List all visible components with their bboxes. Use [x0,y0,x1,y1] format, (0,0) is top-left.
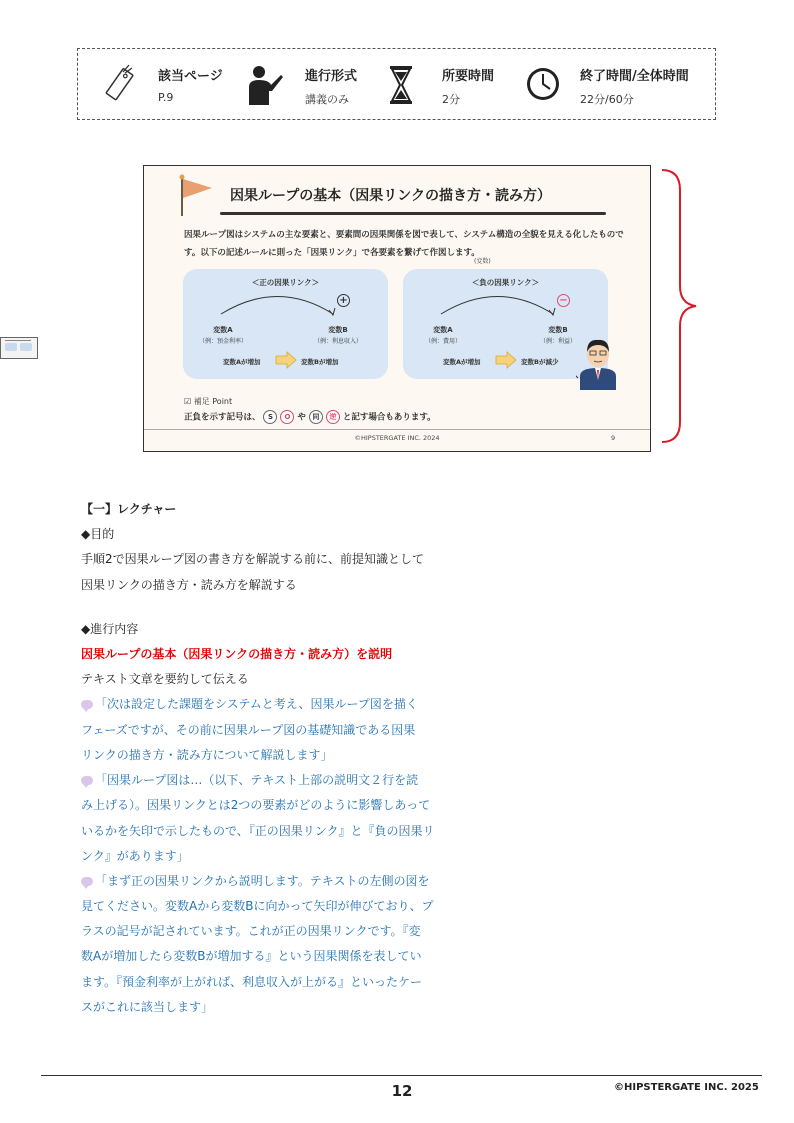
script-3-line-2: 見てください。変数Aから変数Bに向かって矢印が伸びており、プ [81,899,434,913]
slide-preview [143,165,651,452]
section-heading: 【一】レクチャー [81,502,177,516]
speech-bubble-icon [81,700,93,709]
dou-symbol: 同 [309,410,323,424]
flag-icon [178,174,214,222]
info-page [78,49,228,121]
negative-var-a-example: （例：費用） [424,338,461,345]
positive-link-title: ＜正の因果リンク＞ [251,278,320,287]
speech-bubble-icon [81,776,93,785]
info-format-label: 進行形式 [305,69,358,84]
s-symbol: S [263,410,277,424]
purpose-text-1: 手順2で因果ループ図の書き方を解説する前に、前提知識として [81,552,425,566]
script-2-line-2: み上げる）。因果リンクとは2つの要素がどのように影響しあって [81,798,431,812]
clock-icon [523,63,569,107]
hourglass-icon [378,63,424,107]
info-time-label: 終了時間/全体時間 [580,69,689,84]
hint-label: ☑ 補足 Point [184,397,233,406]
purpose-text-2: 因果リンクの描き方・読み方を解説する [81,578,297,592]
right-arrow-icon [495,351,517,369]
page-number: 12 [391,1082,413,1100]
hint-text: 正負を示す記号は、 S O や 同 逆 と記す場合もあります。 [184,410,436,424]
info-format-value: 講義のみ [305,93,349,106]
presenter-illustration [576,334,620,394]
info-page-label: 該当ページ [158,69,223,84]
content-heading: ◆進行内容 [81,622,139,636]
script-2-line-4: ンク』があります」 [81,849,189,863]
positive-var-b: 変数B [328,326,348,334]
variable-note: (変数) [474,258,491,265]
negative-flow-a: 変数Aが増加 [443,358,481,366]
info-format [233,49,383,121]
footer-divider [41,1075,762,1076]
gyaku-symbol: 逆 [326,410,340,424]
script-2-line-3: いるかを矢印で示したもので、『正の因果リンク』と『負の因果リ [81,824,435,838]
positive-var-a: 変数A [213,326,233,334]
info-duration-label: 所要時間 [442,69,495,84]
script-3-line-6: スがこれに該当します」 [81,1000,214,1014]
positive-flow-b: 変数Bが増加 [301,358,339,366]
negative-var-b: 変数B [548,326,568,334]
plus-sign-icon: + [337,294,350,307]
script-3-line-5: ます。『預金利率が上がれば、利息収入が上がる』といったケー [81,975,423,989]
page-thumbnail[interactable] [0,337,38,359]
script-3-line-3: ラスの記号が記されています。これが正の因果リンクです。『変 [81,924,421,938]
negative-flow-b: 変数Bが減少 [521,358,559,366]
script-3-line-4: 数Aが増加したら変数Bが増加する』という因果関係を表してい [81,949,422,963]
info-time-value: 22分/60分 [580,93,634,106]
negative-link-title: ＜負の因果リンク＞ [471,278,540,287]
title-underline [220,212,606,215]
slide-description: 因果ループ図はシステムの主な要素と、要素間の因果関係を図で表して、システム構造の全貌を見える化したものです。以下の記述ルールに則った「因果リンク」で各要素を繋げて作図します。 [184,230,624,258]
slide-footer-divider [144,429,650,430]
script-2-line-1: 「因果ループ図は…（以下、テキスト上部の説明文２行を読 [81,771,418,788]
session-info-box [77,48,716,120]
positive-link-panel [183,269,388,379]
script-1-line-1: 「次は設定した課題をシステムと考え、因果ループ図を描く [81,695,418,712]
script-1-line-2: フェーズですが、その前に因果ループ図の基礎知識である因果 [81,723,416,737]
slide-copyright: ©HIPSTERGATE INC. 2024 [354,434,440,442]
script-1-line-3: リンクの描き方・読み方について解説します」 [81,748,333,762]
script-3-line-1: 「まず正の因果リンクから説明します。テキストの左側の図を [81,872,430,889]
purpose-heading: ◆目的 [81,527,115,541]
price-tag-icon [96,63,142,107]
info-duration-value: 2分 [442,93,460,106]
speech-bubble-icon [81,877,93,886]
info-duration [378,49,518,121]
right-arrow-icon [275,351,297,369]
slide-page-number: 9 [611,434,616,442]
right-bracket-icon [660,168,700,444]
lecturer-icon [241,63,287,107]
slide-title: 因果ループの基本（因果リンクの描き方・読み方） [230,188,552,204]
footer-copyright: ©HIPSTERGATE INC. 2025 [614,1082,759,1093]
info-time [523,49,713,121]
negative-var-a: 変数A [433,326,453,334]
positive-var-a-example: （例：預金利率） [198,338,247,345]
minus-sign-icon: − [557,294,570,307]
highlight-text: 因果ループの基本（因果リンクの描き方・読み方）を説明 [81,647,393,661]
positive-flow-a: 変数Aが増加 [223,358,261,366]
o-symbol: O [280,410,294,424]
negative-var-b-example: （例：利益） [539,338,576,345]
info-page-value: P.9 [158,91,174,104]
instruction-text: テキスト文章を要約して伝える [81,672,249,686]
positive-var-b-example: （例：利息収入） [313,338,362,345]
